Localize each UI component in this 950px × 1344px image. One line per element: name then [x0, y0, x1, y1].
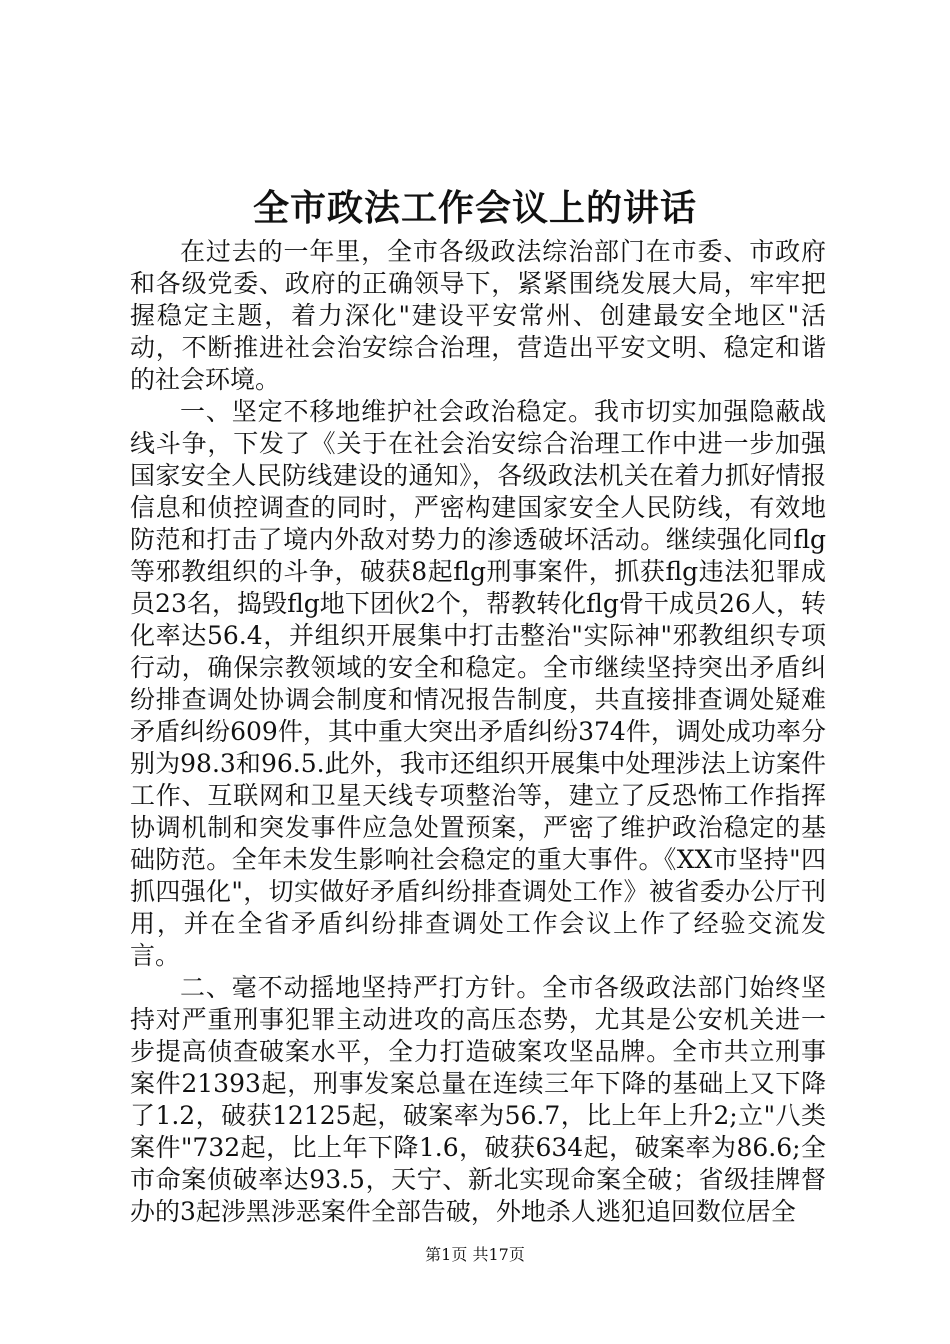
page-number: 第1页 — [425, 1245, 468, 1264]
page-title: 全市政法工作会议上的讲话 — [252, 187, 697, 229]
section-one-paragraph: 一、坚定不移地维护社会政治稳定。我市切实加强隐蔽战线斗争，下发了《关于在社会治安综合治理工作中进一步加强国家安全人民防线建设的通知》，各级政法机关在着力抓好情报信息和侦控调查的同时，严密构建国家安全人民防线，有效地防范和打击了境内外敌对势力的渗透破坏活动。继续强化同flg等邪教组织的斗争，破获8起flg刑事案件，抓获flg违法犯罪成员23名，捣毁flg地下团伙2个，帮教转化flg骨干成员26人，转化率达56.4，并组织开展集中打击整治"实际神"邪教组织专项行动，确保宗教领域的安全和稳定。全市继续坚持突出矛盾纠纷排查调处协调会制度和情况报告制度，共直接排查调处疑难矛盾纠纷609件，其中重大突出矛盾纠纷374件，调处成功率分别为98.3和96.5.此外，我市还组织开展集中处理涉法上访案件工作、互联网和卫星天线专项整治等，建立了反恐怖工作指挥协调机制和突发事件应急处置预案，严密了维护政治稳定的基础防范。全年未发生影响社会稳定的重大事件。《XX市坚持"四抓四强化"，切实做好矛盾纠纷排查调处工作》被省委办公厅刊用，并在全省矛盾纠纷排查调处工作会议上作了经验交流发言。 — [130, 397, 826, 970]
page-footer — [0, 1244, 950, 1266]
document-body — [130, 236, 826, 1228]
intro-paragraph: 在过去的一年里，全市各级政法综治部门在市委、市政府和各级党委、政府的正确领导下，紧紧围绕发展大局，牢牢把握稳定主题，着力深化"建设平安常州、创建最安全地区"活动，不断推进社会治安综合治理，营造出平安文明、稳定和谐的社会环境。 — [130, 237, 826, 394]
page-total: 共17页 — [472, 1245, 525, 1264]
section-two-paragraph: 二、毫不动摇地坚持严打方针。全市各级政法部门始终坚持对严重刑事犯罪主动进攻的高压态势，尤其是公安机关进一步提高侦查破案水平，全力打造破案攻坚品牌。全市共立刑事案件21393起，刑事发案总量在连续三年下降的基础上又下降了1.2，破获12125起，破案率为56.7，比上年上升2;立"八类案件"732起，比上年下降1.6，破获634起，破案率为86.6;全市命案侦破率达93.5，天宁、新北实现命案全破；省级挂牌督办的3起涉黑涉恶案件全部告破，外地杀人逃犯追回数位居全 — [130, 973, 826, 1226]
